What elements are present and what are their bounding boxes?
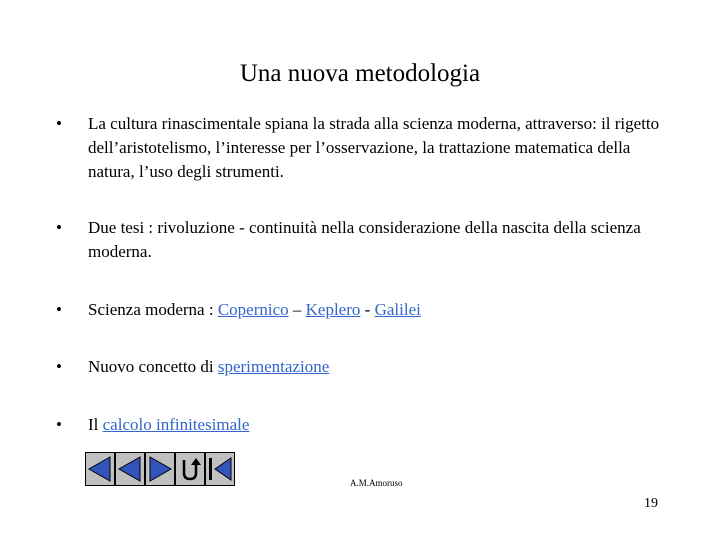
bullet-text: Nuovo concetto di sperimentazione: [88, 357, 330, 376]
calcolo-infinitesimale-link[interactable]: calcolo infinitesimale: [102, 415, 250, 434]
first-slide-button[interactable]: [85, 452, 115, 486]
keplero-link[interactable]: Keplero: [305, 300, 361, 319]
bullet-item: • Scienza moderna : Copernico – Keplero - Galilei: [56, 298, 676, 322]
sperimentazione-link[interactable]: sperimentazione: [217, 357, 330, 376]
author-credit: A.M.Amoruso: [350, 478, 403, 488]
copernico-link[interactable]: Copernico: [217, 300, 289, 319]
slide-title: Una nuova metodologia: [239, 60, 481, 87]
bullet-text: La cultura rinascimentale spiana la strada alla scienza moderna, attraverso: il rigetto dell’aristotelismo, l’interesse per l’osservazione, la trattazione matematica della natura, l’uso degli strumenti.: [88, 114, 660, 181]
last-slide-icon: [207, 455, 233, 483]
previous-slide-icon: [117, 455, 143, 483]
next-slide-icon: [147, 455, 173, 483]
first-slide-icon: [87, 455, 113, 483]
bullet-text: Due tesi : rivoluzione - continuità nella considerazione della nascita della scienza moderna.: [88, 218, 641, 261]
page-number: 19: [644, 496, 658, 511]
next-slide-button[interactable]: [145, 452, 175, 486]
previous-slide-button[interactable]: [115, 452, 145, 486]
bullet-item: • Il calcolo infinitesimale: [56, 413, 676, 437]
return-button[interactable]: [175, 452, 205, 486]
last-slide-button[interactable]: [205, 452, 235, 486]
bullet-item: • Due tesi : rivoluzione - continuità nella considerazione della nascita della scienza moderna.: [56, 216, 676, 264]
slide-navigation: [85, 452, 235, 486]
bullet-item: • Nuovo concetto di sperimentazione: [56, 355, 676, 379]
return-icon: [177, 455, 203, 483]
galilei-link[interactable]: Galilei: [374, 300, 421, 319]
bullet-text: Scienza moderna : Copernico – Keplero - Galilei: [88, 300, 421, 319]
bullet-text: Il calcolo infinitesimale: [88, 415, 250, 434]
bullet-item: • La cultura rinascimentale spiana la strada alla scienza moderna, attraverso: il rigetto dell’aristotelismo, l’interesse per l’osservazione, la trattazione matematica della natura, l’uso degli strumenti.: [56, 112, 676, 184]
